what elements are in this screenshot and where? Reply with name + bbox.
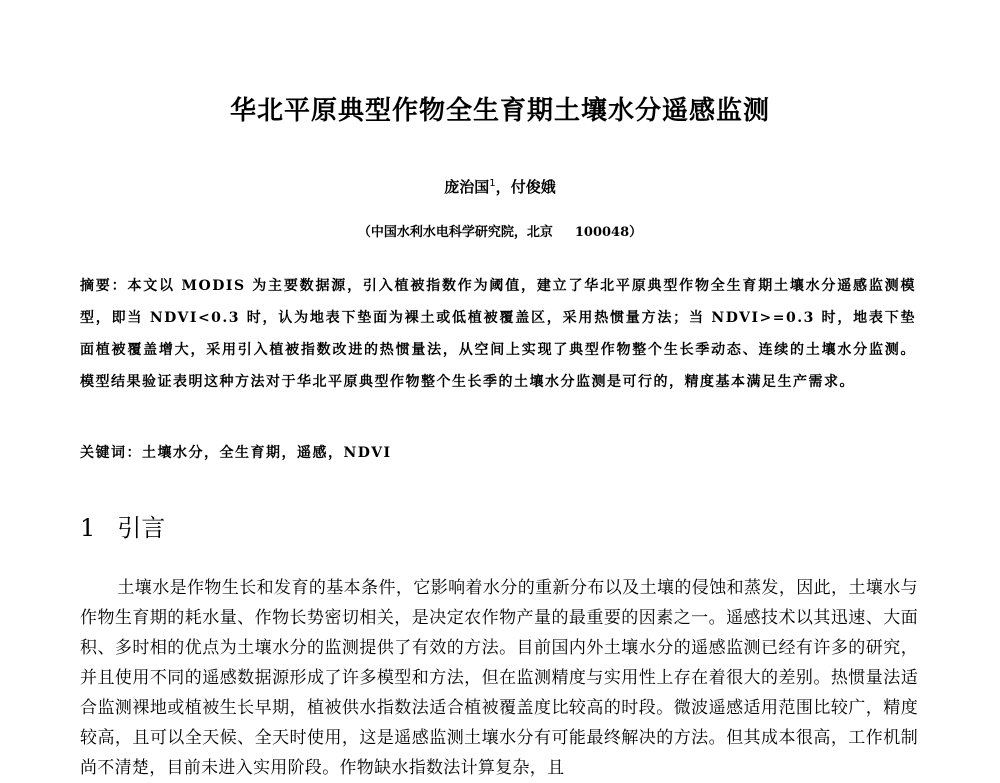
paper-title: 华北平原典型作物全生育期土壤水分遥感监测 <box>229 96 770 126</box>
section-title: 引言 <box>117 514 166 542</box>
affiliation-postcode: 100048） <box>574 225 643 240</box>
author-1-affiliation-mark: 1 <box>489 178 496 189</box>
keywords <box>80 442 916 462</box>
abstract-label: 摘要： <box>80 278 128 294</box>
section-heading-introduction <box>80 508 165 543</box>
abstract-text: 本文以 MODIS 为主要数据源，引入植被指数作为阈值，建立了华北平原典型作物全生育期土壤水分遥感监测模型，即当 NDVI<0.3 时，认为地表下垫面为裸土或低植被覆盖区，采用热惯量方法；当 NDVI>=0.3 时，地表下垫面植被覆盖增大，采用引入植被指数改进的热惯量法，从空间上实现了典型作物整个生长季动态、连续的土壤水分监测。模型结果验证表明这种方法对于华北平原典型作物整个生长季的土壤水分监测是可行的，精度基本满足生产需求。 <box>80 278 916 390</box>
abstract <box>80 270 916 398</box>
author-2: 付俊娥 <box>510 178 556 196</box>
keywords-text: 土壤水分，全生育期，遥感，NDVI <box>142 445 392 461</box>
section-number: 1 <box>80 514 96 542</box>
affiliation-text: （中国水利水电科学研究院，北京 <box>357 225 553 240</box>
affiliation <box>0 221 1000 240</box>
author-line <box>0 176 1000 197</box>
author-separator: ， <box>495 178 511 196</box>
author-1: 庞治国 <box>444 178 490 196</box>
keywords-label: 关键词： <box>80 445 142 461</box>
introduction-paragraph: 土壤水是作物生长和发育的基本条件，它影响着水分的重新分布以及土壤的侵蚀和蒸发，因此，土壤水与作物生育期的耗水量、作物长势密切相关，是决定农作物产量的最重要的因素之一。遥感技术以其迅速、大面积、多时相的优点为土壤水分的监测提供了有效的方法。目前国内外土壤水分的遥感监测已经有许多的研究，并且使用不同的遥感数据源形成了许多模型和方法，但在监测精度与实用性上存在着很大的差别。热惯量法适合监测裸地或植被生长早期，植被供水指数法适合植被覆盖度比较高的时段。微波遥感适用范围比较广，精度较高，且可以全天候、全天时使用，这是遥感监测土壤水分有可能最终解决的方法。但其成本很高，工作机制尚不清楚，目前未进入实用阶段。作物缺水指数法计算复杂，且 <box>80 578 918 778</box>
